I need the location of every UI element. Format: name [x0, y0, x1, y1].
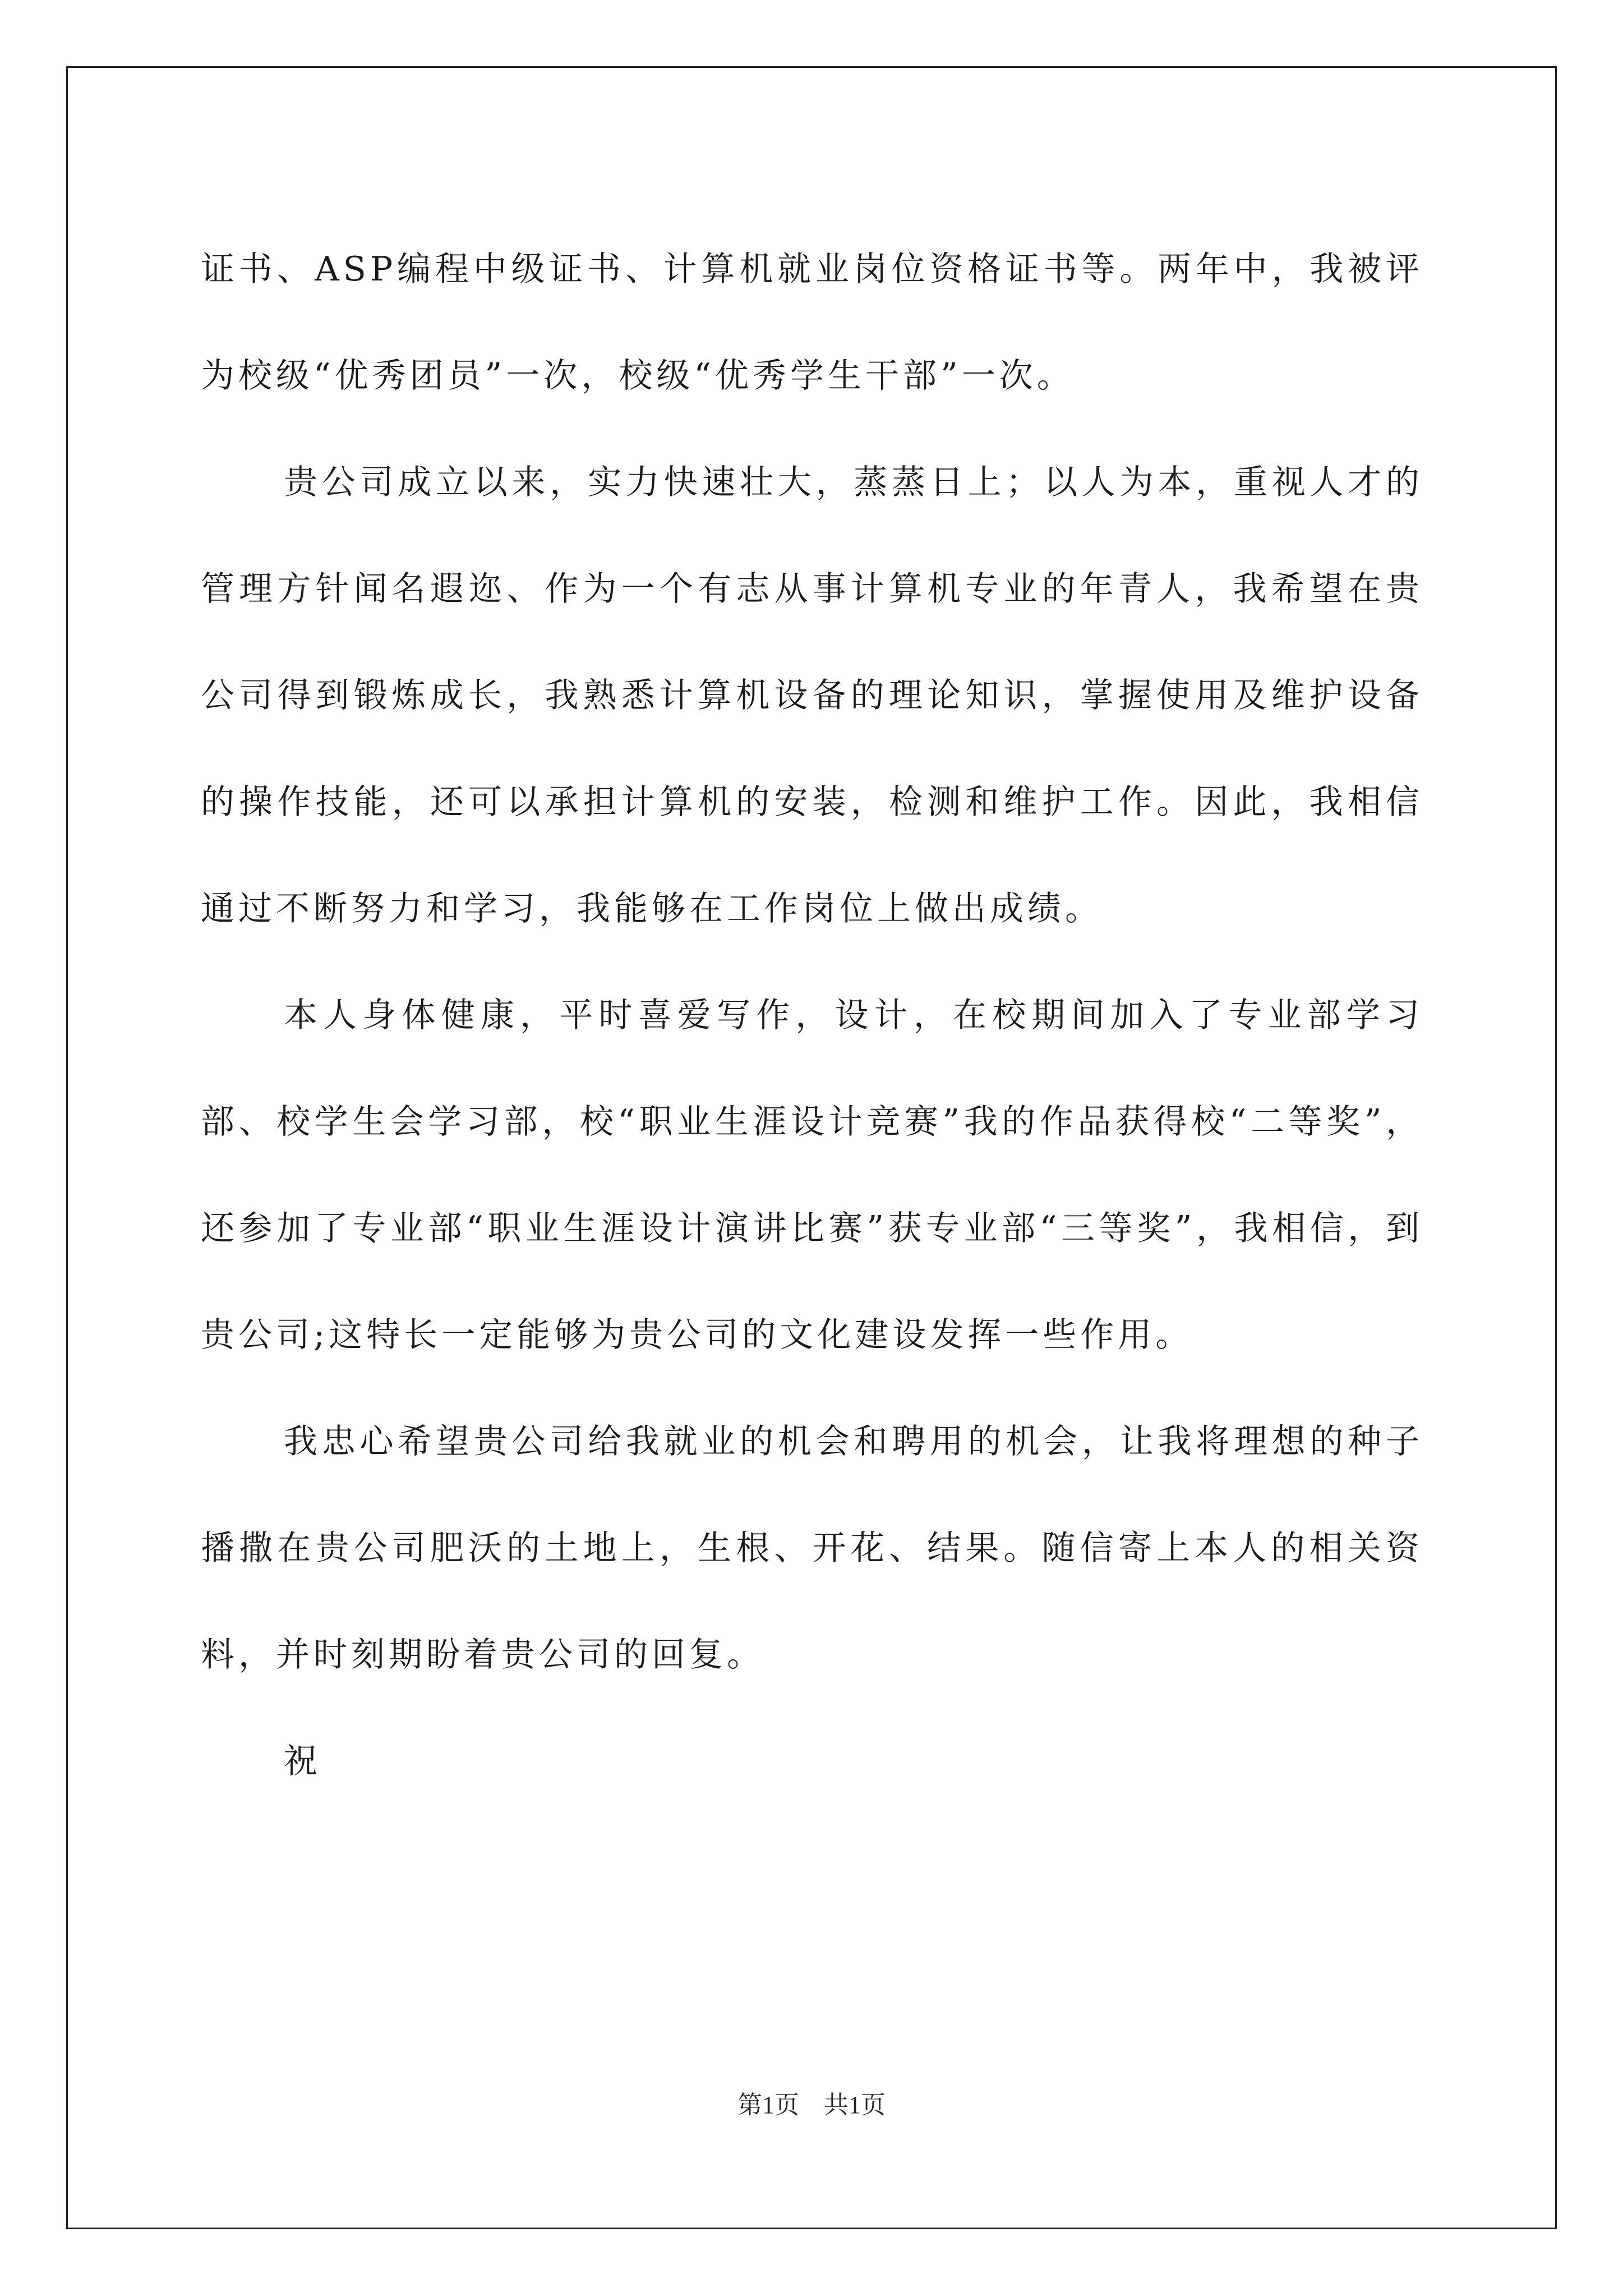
page-total: 共1页: [824, 2091, 886, 2119]
letter-body: [201, 216, 1423, 1815]
paragraph-certificates: 证书、ASP编程中级证书、计算机就业岗位资格证书等。两年中，我被评为校级“优秀团员”一次，校级“优秀学生干部”一次。: [201, 250, 1423, 395]
paragraph-personal-strengths: 本人身体健康，平时喜爱写作，设计，在校期间加入了专业部学习部、校学生会学习部，校“职业生涯设计竞赛”我的作品获得校“二等奖”，还参加了专业部“职业生涯设计演讲比赛”获专业部“三等奖”，我相信，到贵公司;这特长一定能够为贵公司的文化建设发挥一些作用。: [201, 996, 1423, 1355]
paragraph-closing-hope: 我忠心希望贵公司给我就业的机会和聘用的机会，让我将理想的种子播撒在贵公司肥沃的土地上，生根、开花、结果。随信寄上本人的相关资料，并时刻期盼着贵公司的回复。: [201, 1422, 1423, 1674]
paragraph-salutation: 祝: [284, 1742, 321, 1781]
page-footer: [0, 2085, 1623, 2120]
paragraph-company-praise: 贵公司成立以来，实力快速壮大，蒸蒸日上；以人为本，重视人才的管理方针闻名遐迩、作为一个有志从事计算机专业的年青人，我希望在贵公司得到锻炼成长，我熟悉计算机设备的理论知识，掌握使用及维护设备的操作技能，还可以承担计算机的安装，检测和维护工作。因此，我相信通过不断努力和学习，我能够在工作岗位上做出成绩。: [201, 463, 1423, 928]
page-number: 第1页: [737, 2091, 799, 2119]
